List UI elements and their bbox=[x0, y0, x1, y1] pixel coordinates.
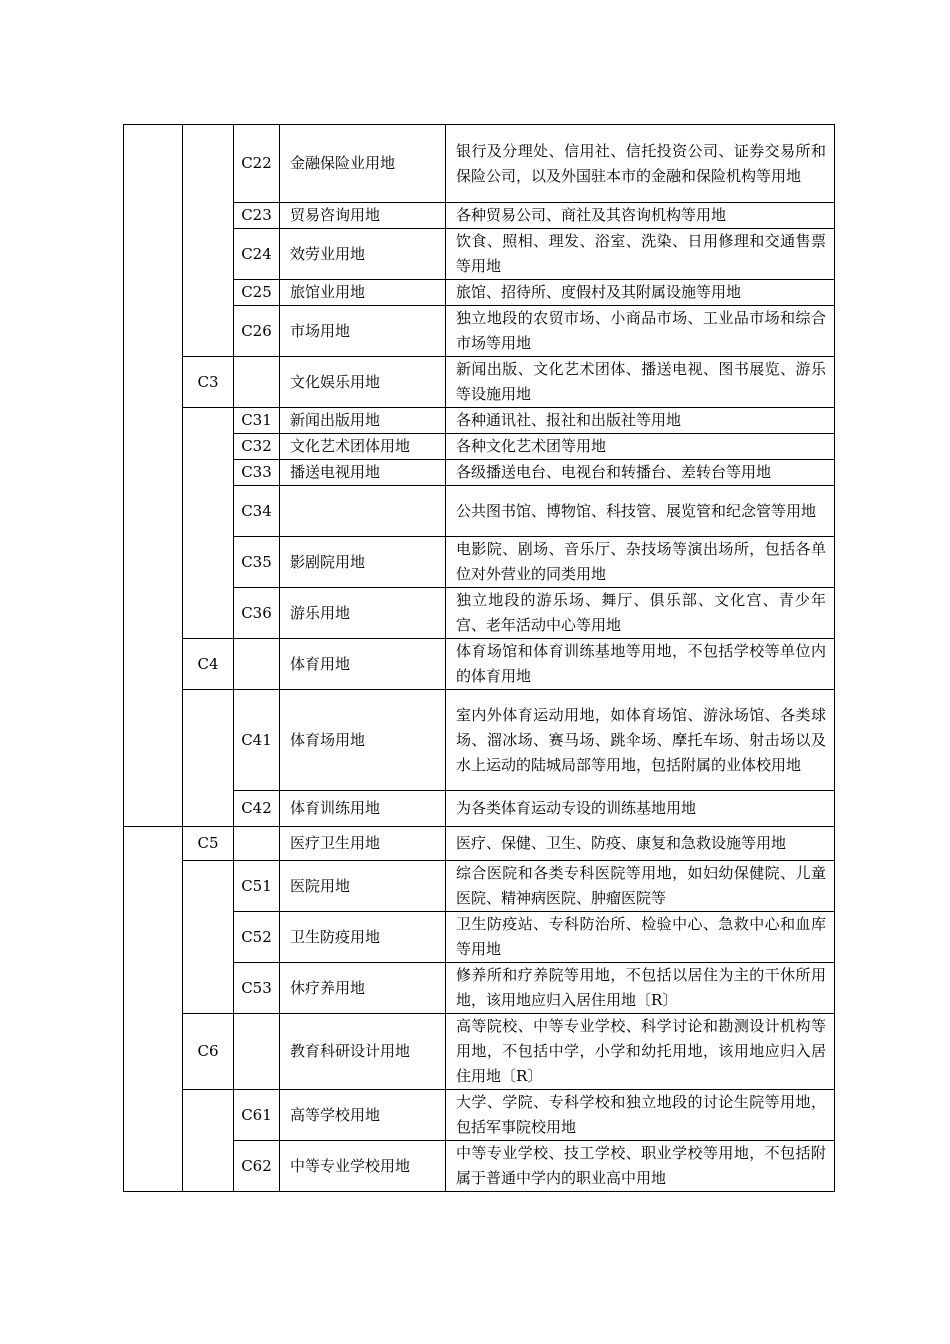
land-name: 体育训练用地 bbox=[280, 791, 446, 827]
sub-code bbox=[234, 1014, 280, 1090]
table-row bbox=[124, 861, 835, 912]
land-desc: 新闻出版、文化艺术团体、播送电视、图书展览、游乐等设施用地 bbox=[446, 357, 835, 408]
land-desc: 公共图书馆、博物馆、科技管、展览管和纪念管等用地 bbox=[446, 486, 835, 537]
sub-code: C42 bbox=[234, 791, 280, 827]
land-desc: 室内外体育运动用地，如体育场馆、游泳场馆、各类球场、溜冰场、赛马场、跳伞场、摩托车场、射击场以及水上运动的陆城局部等用地，包括附属的业体校用地 bbox=[446, 690, 835, 791]
land-name: 中等专业学校用地 bbox=[280, 1141, 446, 1192]
land-name: 旅馆业用地 bbox=[280, 280, 446, 306]
land-use-table bbox=[123, 124, 835, 1192]
sub-code: C23 bbox=[234, 203, 280, 229]
table-row bbox=[124, 690, 835, 791]
sub-code: C33 bbox=[234, 460, 280, 486]
land-name: 贸易咨询用地 bbox=[280, 203, 446, 229]
land-name: 文化艺术团体用地 bbox=[280, 434, 446, 460]
table-row bbox=[124, 827, 835, 861]
land-name bbox=[280, 486, 446, 537]
table-row bbox=[124, 639, 835, 690]
land-desc: 大学、学院、专科学校和独立地段的讨论生院等用地，包括军事院校用地 bbox=[446, 1090, 835, 1141]
sub-code: C61 bbox=[234, 1090, 280, 1141]
land-name: 效劳业用地 bbox=[280, 229, 446, 280]
mid-class-cell bbox=[183, 861, 234, 1014]
land-desc: 电影院、剧场、音乐厅、杂技场等演出场所，包括各单位对外营业的同类用地 bbox=[446, 537, 835, 588]
sub-code: C35 bbox=[234, 537, 280, 588]
land-name: 影剧院用地 bbox=[280, 537, 446, 588]
sub-code: C24 bbox=[234, 229, 280, 280]
land-name: 文化娱乐用地 bbox=[280, 357, 446, 408]
sub-code: C36 bbox=[234, 588, 280, 639]
land-desc: 医疗、保健、卫生、防疫、康复和急救设施等用地 bbox=[446, 827, 835, 861]
mid-class-code: C6 bbox=[183, 1014, 234, 1090]
land-name: 体育用地 bbox=[280, 639, 446, 690]
sub-code: C26 bbox=[234, 306, 280, 357]
table-row bbox=[124, 357, 835, 408]
sub-code: C25 bbox=[234, 280, 280, 306]
table-row bbox=[124, 125, 835, 203]
land-name: 医院用地 bbox=[280, 861, 446, 912]
land-name: 游乐用地 bbox=[280, 588, 446, 639]
land-desc: 独立地段的农贸市场、小商品市场、工业品市场和综合市场等用地 bbox=[446, 306, 835, 357]
sub-code bbox=[234, 827, 280, 861]
sub-code: C51 bbox=[234, 861, 280, 912]
mid-class-cell bbox=[183, 1090, 234, 1192]
sub-code: C41 bbox=[234, 690, 280, 791]
land-name: 高等学校用地 bbox=[280, 1090, 446, 1141]
land-desc: 各级播送电台、电视台和转播台、差转台等用地 bbox=[446, 460, 835, 486]
major-class-cell bbox=[124, 827, 183, 1192]
land-desc: 各种贸易公司、商社及其咨询机构等用地 bbox=[446, 203, 835, 229]
table-row bbox=[124, 1014, 835, 1090]
sub-code: C53 bbox=[234, 963, 280, 1014]
land-desc: 银行及分理处、信用社、信托投资公司、证券交易所和保险公司，以及外国驻本市的金融和保险机构等用地 bbox=[446, 125, 835, 203]
land-desc: 卫生防疫站、专科防治所、检验中心、急救中心和血库等用地 bbox=[446, 912, 835, 963]
land-desc: 各种通讯社、报社和出版社等用地 bbox=[446, 408, 835, 434]
land-name: 医疗卫生用地 bbox=[280, 827, 446, 861]
land-desc: 综合医院和各类专科医院等用地，如妇幼保健院、儿童医院、精神病医院、肿瘤医院等 bbox=[446, 861, 835, 912]
land-desc: 旅馆、招待所、度假村及其附属设施等用地 bbox=[446, 280, 835, 306]
sub-code: C52 bbox=[234, 912, 280, 963]
land-name: 市场用地 bbox=[280, 306, 446, 357]
land-desc: 修养所和疗养院等用地，不包括以居住为主的干休所用地，该用地应归入居住用地〔R〕 bbox=[446, 963, 835, 1014]
mid-class-code: C4 bbox=[183, 639, 234, 690]
mid-class-cell bbox=[183, 690, 234, 827]
sub-code: C31 bbox=[234, 408, 280, 434]
land-desc: 高等院校、中等专业学校、科学讨论和勘测设计机构等用地，不包括中学，小学和幼托用地，该用地应归入居住用地〔R〕 bbox=[446, 1014, 835, 1090]
major-class-cell bbox=[124, 125, 183, 827]
mid-class-code: C3 bbox=[183, 357, 234, 408]
land-desc: 各种文化艺术团等用地 bbox=[446, 434, 835, 460]
sub-code: C32 bbox=[234, 434, 280, 460]
sub-code bbox=[234, 639, 280, 690]
land-desc: 体育场馆和体育训练基地等用地，不包括学校等单位内的体育用地 bbox=[446, 639, 835, 690]
land-name: 金融保险业用地 bbox=[280, 125, 446, 203]
land-desc: 为各类体育运动专设的训练基地用地 bbox=[446, 791, 835, 827]
land-name: 休疗养用地 bbox=[280, 963, 446, 1014]
land-desc: 独立地段的游乐场、舞厅、俱乐部、文化宫、青少年宫、老年活动中心等用地 bbox=[446, 588, 835, 639]
mid-class-code: C5 bbox=[183, 827, 234, 861]
land-name: 新闻出版用地 bbox=[280, 408, 446, 434]
land-name: 卫生防疫用地 bbox=[280, 912, 446, 963]
land-desc: 中等专业学校、技工学校、职业学校等用地，不包括附属于普通中学内的职业高中用地 bbox=[446, 1141, 835, 1192]
land-name: 体育场用地 bbox=[280, 690, 446, 791]
mid-class-cell bbox=[183, 408, 234, 639]
sub-code: C22 bbox=[234, 125, 280, 203]
sub-code: C62 bbox=[234, 1141, 280, 1192]
table-row bbox=[124, 1090, 835, 1141]
land-name: 教育科研设计用地 bbox=[280, 1014, 446, 1090]
sub-code bbox=[234, 357, 280, 408]
mid-class-cell bbox=[183, 125, 234, 357]
sub-code: C34 bbox=[234, 486, 280, 537]
land-desc: 饮食、照相、理发、浴室、洗染、日用修理和交通售票等用地 bbox=[446, 229, 835, 280]
land-name: 播送电视用地 bbox=[280, 460, 446, 486]
table-row bbox=[124, 408, 835, 434]
